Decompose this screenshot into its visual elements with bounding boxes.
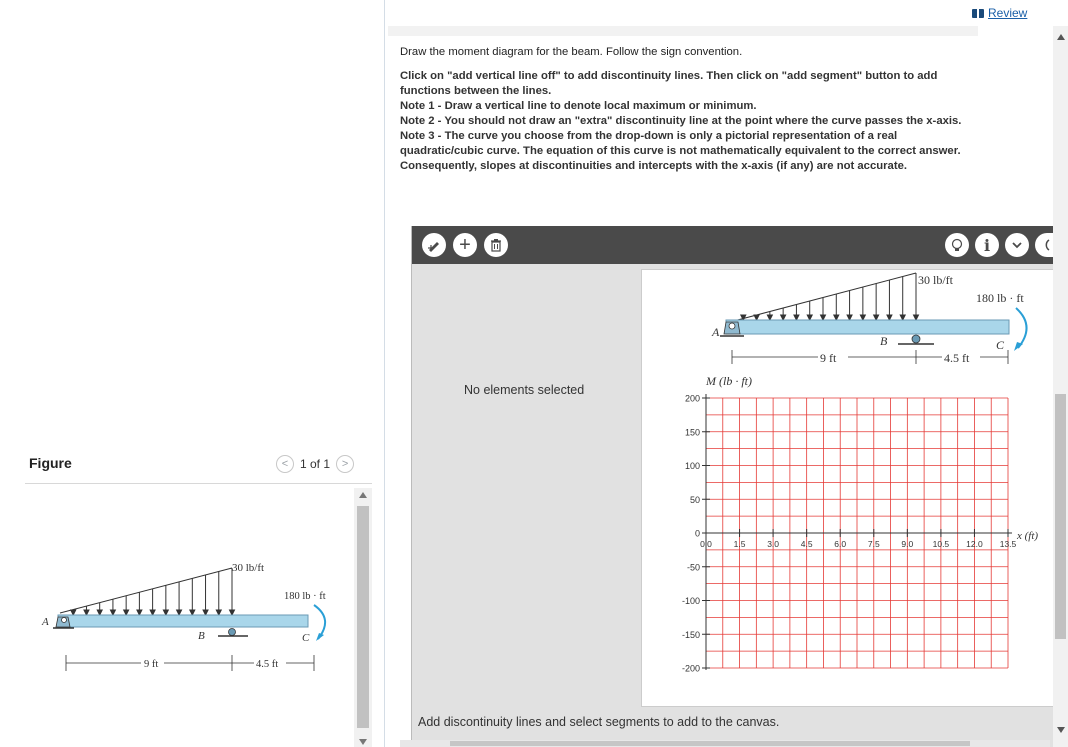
vertical-line-icon [426, 237, 442, 253]
delete-button[interactable] [484, 233, 508, 257]
point-c: C [996, 338, 1005, 352]
scroll-down-icon[interactable] [359, 739, 367, 745]
chevron-down-icon [1011, 239, 1023, 251]
dropdown-button[interactable] [1005, 233, 1029, 257]
info-icon: i [983, 235, 991, 255]
y-tick-label: 0 [694, 528, 700, 539]
x-tick-label: 3.0 [767, 539, 780, 549]
x-axis-label: x (ft) [1017, 530, 1039, 542]
figure-scrollbar[interactable] [354, 488, 372, 747]
figure-title: Figure [29, 455, 72, 471]
figure-panel [0, 0, 385, 747]
load-arrow-head [163, 610, 168, 615]
review-link[interactable] [972, 6, 1027, 20]
delete-icon [489, 238, 503, 252]
y-tick-label: 100 [684, 461, 700, 471]
load-arrow-head [137, 610, 142, 615]
hint-button[interactable] [945, 233, 969, 257]
horizontal-scrollbar[interactable] [400, 740, 1050, 747]
load-arrow-head [230, 610, 235, 615]
load-arrow-head [767, 315, 772, 320]
load-arrow-head [150, 610, 155, 615]
prev-figure-button[interactable]: < [276, 455, 294, 473]
point-b-small: B [198, 630, 205, 642]
moment-label-small: 180 lb · ft [284, 591, 326, 602]
load-arrow-head [110, 610, 115, 615]
x-tick-label: 1.5 [733, 539, 746, 549]
load-arrow-head [914, 315, 919, 320]
y-tick-label: -100 [681, 596, 700, 606]
load-arrow-head [71, 610, 76, 615]
load-arrow-head [781, 315, 786, 320]
vertical-line-button[interactable] [422, 233, 446, 257]
header-bar [388, 26, 978, 36]
span2-label: 4.5 ft [944, 351, 970, 365]
span2-label-small: 4.5 ft [256, 659, 279, 670]
page-scroll-thumb[interactable] [1055, 394, 1066, 639]
y-tick-label: 150 [684, 427, 700, 438]
load-arrow-head [821, 315, 826, 320]
instruction-line: Click on "add vertical line off" to add discontinuity lines. Then click on "add segment" button to add functions between the lines. [400, 70, 938, 97]
load-arrow-head [124, 610, 129, 615]
horizontal-scroll-thumb[interactable] [450, 741, 970, 746]
load-arrow-head [216, 610, 221, 615]
y-tick-label: -50 [686, 562, 700, 573]
diagram-tool [411, 226, 1053, 747]
point-b: B [880, 334, 888, 348]
beam-figure-small [36, 555, 336, 685]
point-a-small: A [42, 616, 49, 628]
drawing-canvas[interactable] [641, 269, 1054, 707]
span1-label: 9 ft [820, 351, 837, 365]
x-tick-label: 6.0 [834, 539, 847, 549]
note-2: Note 2 - You should not draw an "extra" discontinuity line at the point where the curve passes the x-axis. [400, 115, 962, 127]
load-arrow-head [834, 315, 839, 320]
load-arrow-head [97, 610, 102, 615]
x-tick-label: 7.5 [867, 539, 880, 549]
load-label-small: 30 lb/ft [232, 562, 265, 574]
tool-footer-message: Add discontinuity lines and select segments to add to the canvas. [418, 715, 780, 729]
load-arrow-head [794, 315, 799, 320]
canvas-svg[interactable] [642, 270, 1053, 706]
load-arrow-head [84, 610, 89, 615]
x-tick-label: 0.0 [700, 539, 712, 549]
pager-text: 1 of 1 [300, 457, 331, 471]
instructions [400, 45, 975, 174]
moment-axes [682, 394, 1017, 674]
selection-status: No elements selected [464, 383, 585, 397]
moment-label: 180 lb · ft [976, 291, 1024, 305]
book-icon [972, 9, 984, 18]
y-axis-label: M (lb · ft) [706, 374, 752, 388]
page-scroll-down-icon[interactable] [1057, 727, 1065, 733]
y-tick-label: 50 [689, 494, 700, 505]
load-label: 30 lb/ft [918, 273, 953, 287]
extra-tool-button[interactable] [1035, 233, 1054, 257]
x-tick-label: 4.5 [800, 539, 813, 549]
scroll-up-icon[interactable] [359, 492, 367, 498]
y-tick-label: -150 [681, 629, 700, 640]
next-figure-button[interactable]: > [336, 455, 354, 473]
page-scroll-up-icon[interactable] [1057, 34, 1065, 40]
load-arrow-head [807, 315, 812, 320]
y-tick-label: 200 [684, 393, 700, 404]
figure-scroll-thumb[interactable] [357, 506, 369, 728]
note-3: Note 3 - The curve you choose from the drop-down is only a pictorial representation of a real quadratic/cubic curve. The equation of this curve is not mathematically equivalent to the correct answer. Consequently, slopes at discontinuities and intercepts with the x-axis (if any) are not accurate. [400, 130, 961, 172]
info-button[interactable] [975, 233, 999, 257]
review-label: Review [988, 6, 1028, 20]
instructions-intro: Draw the moment diagram for the beam. Follow the sign convention. [400, 46, 743, 58]
load-arrow-head [847, 315, 852, 320]
note-1: Note 1 - Draw a vertical line to denote local maximum or minimum. [400, 100, 757, 112]
page-scrollbar[interactable] [1053, 26, 1068, 747]
instructions-notes [400, 69, 975, 174]
load-arrow-head [190, 610, 195, 615]
load-arrow-head [203, 610, 208, 615]
beam-diagram [711, 273, 1027, 365]
hint-icon [949, 237, 965, 253]
span1-label-small: 9 ft [144, 659, 159, 670]
x-tick-label: 12.0 [966, 539, 983, 549]
point-c-small: C [302, 632, 310, 644]
x-tick-label: 9.0 [901, 539, 914, 549]
point-a: A [712, 325, 720, 339]
figure-pager [276, 455, 354, 473]
load-arrow-head [177, 610, 182, 615]
add-segment-icon: + [459, 234, 471, 256]
x-tick-label: 10.5 [932, 539, 950, 549]
load-arrow-head [754, 315, 759, 320]
load-arrow-head [874, 315, 879, 320]
add-segment-button[interactable] [453, 233, 477, 257]
y-tick-label: -200 [681, 663, 700, 674]
load-arrow-head [860, 315, 865, 320]
tool-toolbar [412, 226, 1054, 264]
x-tick-label: 13.5 [999, 539, 1017, 549]
reset-icon [1040, 238, 1050, 252]
load-arrow-head [900, 315, 905, 320]
load-arrow-head [887, 315, 892, 320]
figure-divider [25, 483, 372, 484]
